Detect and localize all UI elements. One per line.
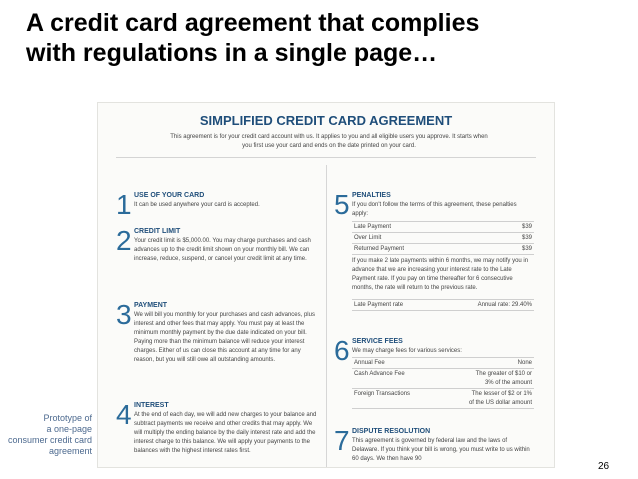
section-number: 6 [334, 335, 350, 366]
fee-row [352, 388, 534, 409]
fee-value-line: of the US dollar amount [468, 400, 532, 406]
section-body-continued: If you make 2 late payments within 6 months, we may notify you in advance that we are increasing your interest rate to the Late Payment rate. If you pay on time thereafter for 6 consecutive months, the rate will return to the previous rate. [352, 258, 529, 291]
section-title: USE OF YOUR CARD [134, 192, 205, 199]
document-title: SIMPLIFIED CREDIT CARD AGREEMENT [199, 113, 453, 128]
section-body: It can be used anywhere your card is accepted. [134, 202, 260, 208]
document-intro: This agreement is for your credit card account with us. It applies to you and all eligible users you approve. It starts when you first use your card and ends on the date printed on your card. [170, 134, 488, 149]
penalties-table [352, 221, 534, 255]
slide-title-line-1: A credit card agreement that complies [26, 9, 480, 37]
section-body: This agreement is governed by federal law and the laws of Delaware. If you think your bill is wrong, you must write to us within 60 days. We then have 90 [352, 438, 530, 462]
service-fees-table [352, 357, 534, 409]
section-number: 2 [116, 225, 132, 256]
fee-row [352, 232, 534, 243]
section-body: We may charge fees for various services: [352, 348, 462, 354]
fee-value-line: The lesser of $2 or 1% [471, 391, 532, 397]
slide-title [26, 8, 626, 68]
section-body: We will bill you monthly for your purchases and cash advances, plus interest and other fees that may apply. You must pay at least the minimum monthly payment by the due date indicated on your bill. Paying more than the minimum balance will reduce your interest charges. Either of us can close this account at any time for any reason, but you will still owe all outstanding amounts. [134, 312, 315, 363]
section-number: 1 [116, 189, 132, 220]
fee-label: Late Payment [354, 224, 392, 230]
figure-caption [0, 413, 92, 457]
caption-line: a one-page [46, 424, 92, 434]
section-body: If you don't follow the terms of this agreement, these penalties apply: [352, 202, 517, 217]
fee-label: Returned Payment [354, 246, 405, 252]
document-divider [116, 157, 536, 158]
section-number: 3 [116, 299, 132, 330]
fee-label: Cash Advance Fee [354, 371, 405, 377]
rate-label: Late Payment rate [354, 302, 404, 308]
fee-value: $39 [521, 224, 532, 230]
section-title: SERVICE FEES [352, 338, 403, 345]
caption-line: agreement [48, 446, 92, 456]
section-title: PENALTIES [352, 192, 391, 199]
section-title: CREDIT LIMIT [134, 228, 181, 235]
caption-line: consumer credit card [7, 435, 92, 445]
fee-value-line: The greater of $10 or [475, 371, 532, 377]
rate-value: Annual rate: 29.40% [477, 302, 532, 308]
fee-label: Over Limit [354, 235, 382, 241]
section-title: PAYMENT [134, 302, 168, 309]
section-number: 5 [334, 189, 350, 220]
caption-line: Prototype of [43, 413, 92, 423]
fee-row [352, 368, 534, 388]
fee-value [469, 390, 532, 408]
fee-value: $39 [521, 246, 532, 252]
section-number: 4 [116, 399, 132, 430]
section-number: 7 [334, 425, 350, 456]
slide-title-line-2: with regulations in a single page… [26, 39, 438, 67]
fee-value: None [517, 360, 532, 366]
fee-row [352, 221, 534, 232]
column-divider [326, 165, 327, 467]
page-number: 26 [598, 461, 610, 472]
fee-value-line: 3% of the amount [484, 380, 532, 386]
late-rate-table [352, 299, 534, 311]
fee-row [352, 357, 534, 368]
section-title: DISPUTE RESOLUTION [352, 428, 431, 435]
section-body: At the end of each day, we will add new charges to your balance and subtract payments we receive and other credits that may apply. We will multiply the ending balance by the daily interest rate and add the interest charge to this balance. We will apply your payments to the balances with the highest interest rates first. [134, 412, 317, 454]
rate-row [352, 299, 534, 311]
section-title: INTEREST [134, 402, 169, 409]
fee-row [352, 243, 534, 255]
agreement-document [97, 102, 555, 468]
fee-value [476, 370, 532, 388]
section-body: Your credit limit is $5,000.00. You may charge purchases and cash advances up to the credit limit shown on your monthly bill. We can increase, reduce, suspend, or cancel your credit limit at any time. [134, 238, 311, 262]
fee-label: Annual Fee [354, 360, 385, 366]
fee-value: $39 [521, 235, 532, 241]
fee-label: Foreign Transactions [354, 391, 411, 397]
